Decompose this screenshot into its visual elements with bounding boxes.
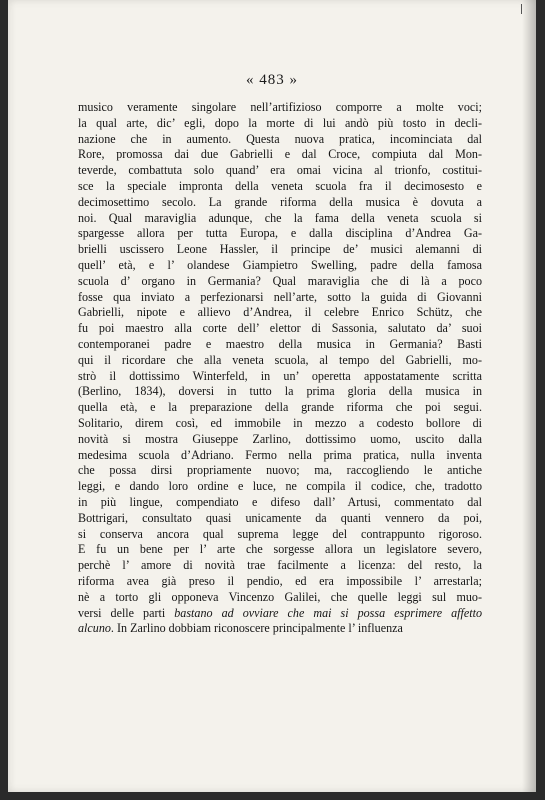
text-line: nè a torto gli opponeva Vincenzo Galilei, che quelle leggi sul muo- — [78, 589, 482, 604]
text-line: novità si mostra Giuseppe Zarlino, dottissimo uomo, uscito dalla — [78, 431, 482, 446]
text-line: quell’ età, e l’ olandese Giampietro Swelling, padre della famosa — [78, 257, 482, 272]
text-line: (Berlino, 1834), doversi in tutto la prima gloria della musica in — [78, 384, 482, 399]
text-line: alcuno. In Zarlino dobbiam riconoscere principalmente l’ influenza — [78, 621, 403, 636]
page-edge-shadow — [522, 0, 536, 792]
text-line: scuola d’ organo in Germania? Qual maraviglia che di là a poco — [78, 273, 482, 288]
text-line: la qual arte, dic’ egli, dopo la morte di lui andò più tosto in decli- — [78, 115, 482, 130]
text-line: strò il dottissimo Winterfeld, in un’ operetta appostatamente scritta — [78, 368, 482, 383]
corner-mark — [521, 4, 522, 14]
text-line: spargesse allora per tutta Europa, e dalla disciplina d’Andrea Ga- — [78, 226, 482, 241]
text-line: quella età, e la preparazione della grande riforma che poi segui. — [78, 400, 482, 415]
text-line: Solitario, direm così, ed immobile in mezzo a codesto bollore di — [78, 415, 482, 430]
text-line: Gabrielli, nipote e allievo d’Andrea, il celebre Enrico Schütz, che — [78, 305, 482, 320]
text-line: decimosettimo secolo. La grande riforma della musica è dovuta a — [78, 194, 482, 209]
text-line: Rore, promossa dai due Gabrielli e dal Croce, compiuta dal Mon- — [78, 147, 482, 162]
text-line: noi. Qual maraviglia adunque, che la fama della veneta scuola si — [78, 210, 482, 225]
text-line: medesima scuola d’Adriano. Fermo nella prima pratica, nulla inventa — [78, 447, 482, 462]
text-line: nazione che in aumento. Questa nuova pratica, incominciata dal — [78, 131, 482, 146]
text-line: in più lingue, compendiato e difeso dall’ Artusi, commentato dal — [78, 494, 482, 509]
text-line: leggi, e dando loro ordine e luce, ne compila il codice, che, tradotto — [78, 479, 482, 494]
text-line: E fu un bene per l’ arte che sorgesse allora un legislatore severo, — [78, 542, 482, 557]
text-line: qui il ricordare che alla veneta scuola, al tempo del Gabrielli, mo- — [78, 352, 482, 367]
page-number: « 483 » — [246, 72, 298, 88]
text-line: che possa dirsi propriamente nuovo; ma, raccogliendo le antiche — [78, 463, 482, 478]
text-line: contemporanei padre e maestro della musica in Germania? Basti — [78, 336, 482, 351]
text-line: riforma avea già preso il pendio, ed era impossibile l’ arrestarla; — [78, 573, 482, 588]
text-line: perchè l’ amore di novità trae facilmente a licenza: del resto, la — [78, 558, 482, 573]
text-line: sce la speciale impronta della veneta scuola fra il decimosesto e — [78, 178, 482, 193]
text-line: brielli uscissero Leone Hassler, il principe de’ musici alemanni di — [78, 242, 482, 257]
text-line: versi delle parti bastano ad ovviare che mai si possa esprimere affetto — [78, 605, 482, 620]
text-line: teverde, combattuta solo quand’ era omai vicina al trionfo, costitui- — [78, 163, 482, 178]
text-line: Bottrigari, consultato quasi unicamente da quanti vennero da poi, — [78, 510, 482, 525]
body-text — [78, 100, 482, 637]
book-page — [8, 0, 536, 792]
text-line: fosse qua inviato a perfezionarsi nell’arte, sotto la guida di Giovanni — [78, 289, 482, 304]
text-line: musico veramente singolare nell’artifizioso comporre a molte voci; — [78, 100, 482, 114]
text-line: fu poi maestro alla corte dell’ elettor di Sassonia, salutato da’ suoi — [78, 321, 482, 336]
text-line: si conserva ancora qual suprema legge del contrappunto rigoroso. — [78, 526, 482, 541]
